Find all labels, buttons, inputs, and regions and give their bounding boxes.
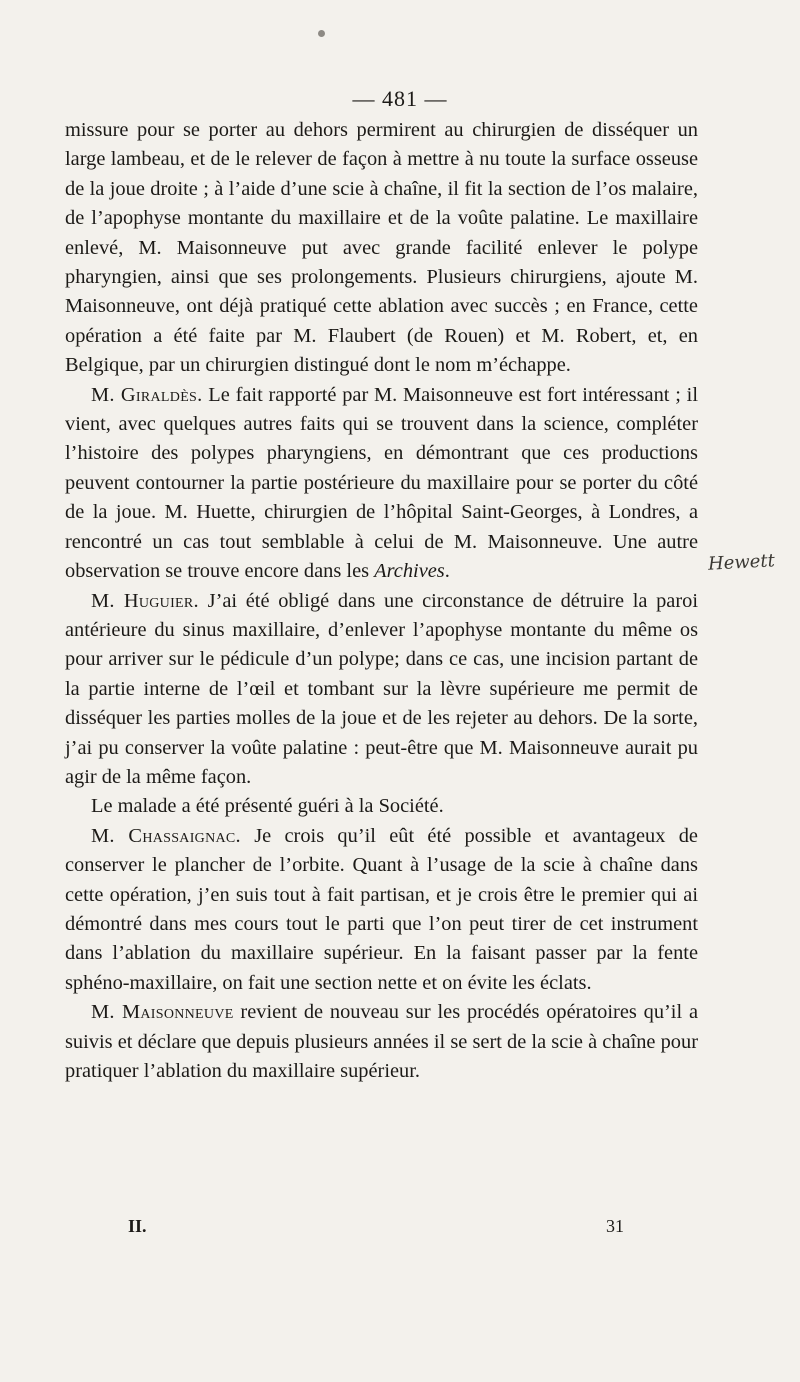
body-text [65,116,698,1086]
paragraph-2 [65,381,698,587]
speaker-name: M. Maisonneuve [91,1001,234,1024]
speaker-name: M. Huguier. [91,589,199,612]
italic-reference: Archives [374,560,445,583]
paragraph-1 [65,116,698,381]
speaker-name: M. Chassaignac. [91,824,241,847]
paragraph-6 [65,998,698,1086]
paragraph-4 [65,792,698,821]
paragraph-tail: . [444,560,450,583]
paragraph-3 [65,587,698,793]
signature-mark: II. [128,1216,147,1236]
paragraph-text: Je crois qu’il eût été possible et avantageux de conserver le plancher de l’orbite. Quant à l’usage de la scie à chaîne dans cette opération, j’en suis tout à fait partisan, et je crois être le premier qui ai démontré dans mes cours tout le parti que l’on peut tirer de cet instrument dans l’ablation du maxillaire supérieur. En la faisant passer par la fente sphéno-maxillaire, on fait une section nette et on évite les éclats. [65,824,698,994]
speaker-name: M. Giraldès. [91,383,203,406]
paragraph-text: revient de nouveau sur les procédés opératoires qu’il a suivis et déclare que depuis plusieurs années il se sert de la scie à chaîne pour pratiquer l’ablation du maxillaire supérieur. [65,1001,698,1082]
paragraph-text: Le fait rapporté par M. Maisonneuve est fort intéressant ; il vient, avec quelques autres faits qui se trouvent dans la science, compléter l’histoire des polypes pharyngiens, en démontrant que ces productions peuvent contourner la partie postérieure du maxillaire pour se porter du côté de la joue. M. Huette, chirurgien de l’hôpital Saint-Georges, à Londres, a rencontré un cas tout semblable à celui de M. Maisonneuve. Une autre observation se trouve encore dans les [65,383,698,583]
paragraph-text: J’ai été obligé dans une circonstance de détruire la paroi antérieure du sinus maxillaire, d’enlever l’apophyse montante du même os pour arriver sur le pédicule d’un polype; dans ce cas, une incision partant de la partie interne de l’œil et tombant sur la lèvre supérieure me permit de disséquer les parties molles de la joue et de les rejeter au dehors. De la sorte, j’ai pu conserver la voûte palatine : peut-être que M. Maisonneuve aurait pu agir de la même façon. [65,589,698,788]
paragraph-text: missure pour se porter au dehors permirent au chirurgien de disséquer un large lambeau, et de le relever de façon à mettre à nu toute la surface osseuse de la joue droite ; à l’aide d’une scie à chaîne, il fit la section de l’os malaire, de l’apophyse montante du maxillaire et de la voûte palatine. Le maxillaire enlevé, M. Maisonneuve put avec grande facilité enlever le polype pharyngien, ainsi que ses prolongements. Plusieurs chirurgiens, ajoute M. Maisonneuve, ont déjà pratiqué cette ablation avec succès ; en France, cette opération a été faite par M. Flaubert (de Rouen) et M. Robert, et, en Belgique, par un chirurgien distingué dont le nom m’échappe. [65,119,698,377]
signature-number: 31 [606,1216,624,1236]
handwritten-margin-note: Hewett [707,550,776,575]
page-number: — 481 — [352,86,448,111]
ink-speck [318,30,325,37]
paragraph-5 [65,822,698,998]
paragraph-text: Le malade a été présenté guéri à la Société. [91,795,444,818]
